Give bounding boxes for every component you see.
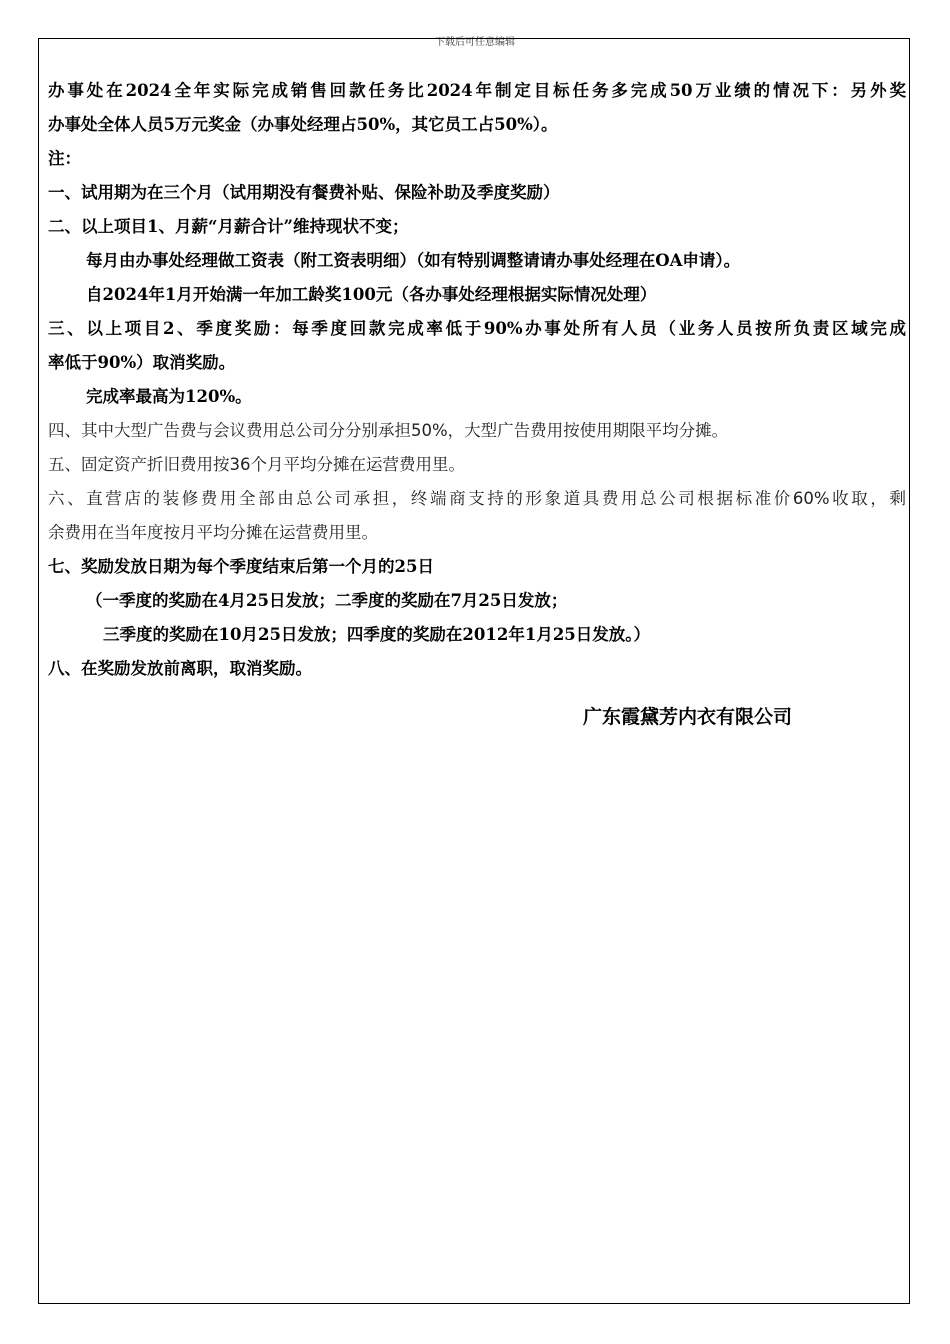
note-item-6-cont: 余费用在当年度按月平均分摊在运营费用里。 [48,523,378,542]
note-item-7-detail-2: 三季度的奖励在10月25日发放；四季度的奖励在2012年1月25日发放。） [103,625,651,644]
note-item-5: 五、固定资产折旧费用按36个月平均分摊在运营费用里。 [48,455,465,474]
company-signature: 广东霞黛芳内衣有限公司 [583,706,793,728]
note-item-7: 七、奖励发放日期为每个季度结束后第一个月的25日 [48,557,434,576]
note-item-2-detail-2: 自2024年1月开始满一年加工龄奖100元（各办事处经理根据实际情况处理） [86,285,657,304]
paragraph-line-2: 办事处全体人员5万元奖金（办事处经理占50%，其它员工占50%）。 [48,115,558,134]
note-item-4: 四、其中大型广告费与会议费用总公司分分别承担50%，大型广告费用按使用期限平均分摊。 [48,421,729,440]
paragraph-line-1: 办事处在2024全年实际完成销售回款任务比2024年制定目标任务多完成50万业绩的情况下：另外奖 [48,81,906,100]
note-label: 注： [48,149,81,168]
note-item-2-detail-1: 每月由办事处经理做工资表（附工资表明细）（如有特别调整请请办事处经理在OA申请）。 [86,251,741,270]
note-item-3-cont: 率低于90%）取消奖励。 [48,353,236,372]
note-item-6: 六、直营店的装修费用全部由总公司承担，终端商支持的形象道具费用总公司根据标准价60%收取，剩 [48,489,906,508]
note-item-3: 三、以上项目2、季度奖励：每季度回款完成率低于90%办事处所有人员（业务人员按所负责区域完成 [48,319,906,338]
note-item-3-detail: 完成率最高为120%。 [86,387,252,406]
note-item-2: 二、以上项目1、月薪“月薪合计”维持现状不变； [48,217,409,236]
note-item-1: 一、试用期为在三个月（试用期没有餐费补贴、保险补助及季度奖励） [48,183,560,202]
header-note: 下载后可任意编辑 [435,37,515,48]
document-body [48,74,906,686]
note-item-8: 八、在奖励发放前离职，取消奖励。 [48,659,312,678]
note-item-7-detail-1: （一季度的奖励在4月25日发放；二季度的奖励在7月25日发放； [86,591,568,610]
